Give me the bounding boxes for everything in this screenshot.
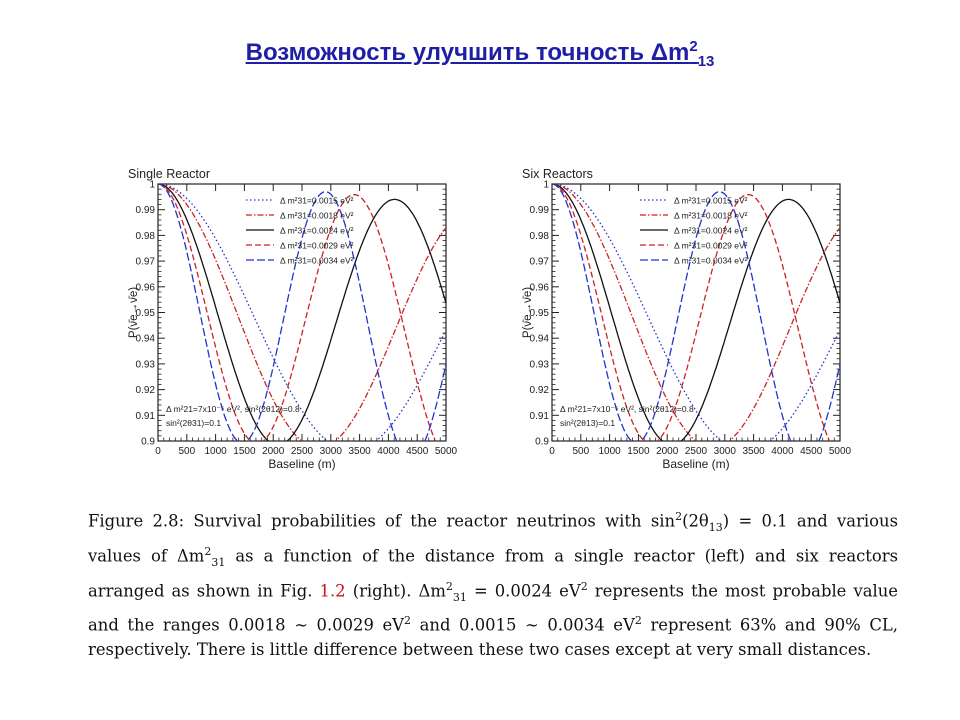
x-axis-label: Baseline (m) xyxy=(268,457,336,471)
x-tick-label: 0 xyxy=(155,446,161,457)
caption-sub: 31 xyxy=(211,555,226,569)
x-tick-label: 3000 xyxy=(713,446,736,457)
caption-sup: 2 xyxy=(404,614,412,628)
caption-text: (right). Δm xyxy=(345,580,446,600)
legend-entry: Δ m²31=0.0018 eV² xyxy=(674,210,748,221)
x-tick-label: 4500 xyxy=(406,446,429,457)
y-tick-label: 0.94 xyxy=(529,333,549,345)
caption-text: = 0.0024 eV xyxy=(466,580,581,600)
y-tick-label: 0.92 xyxy=(135,385,155,397)
caption-text: represents the most probable value and the ranges 0.0018 ∼ 0.0029 eV xyxy=(88,580,898,635)
x-tick-label: 4000 xyxy=(377,446,400,457)
slide-title-text: Возможность улучшить точность Δm xyxy=(245,39,690,66)
x-tick-label: 2500 xyxy=(684,446,708,457)
x-axis-label: Baseline (m) xyxy=(662,457,730,471)
chart-title: Single Reactor xyxy=(128,167,210,181)
legend-entry: Δ m²31=0.0034 eV² xyxy=(280,255,354,266)
caption-sup: 2 xyxy=(580,579,588,593)
x-tick-label: 2000 xyxy=(656,446,679,457)
y-tick-label: 0.93 xyxy=(135,359,155,371)
caption-sup: 2 xyxy=(204,544,212,558)
chart-single-reactor xyxy=(128,160,458,472)
legend-entry: Δ m²31=0.0029 eV² xyxy=(280,240,354,251)
caption-text: as a function of the distance from a single reactor (left) and six reactors arranged as shown in Fig. xyxy=(88,546,898,600)
legend-entry: Δ m²31=0.0024 eV² xyxy=(280,225,354,236)
chart-six-reactors xyxy=(522,160,852,472)
chart-annotation: sin²(2θ31)=0.1 xyxy=(166,418,222,428)
caption-text: Figure 2.8: Survival probabilities of the reactor neutrinos with sin xyxy=(88,511,676,531)
y-tick-label: 0.99 xyxy=(135,205,155,217)
y-tick-label: 0.99 xyxy=(529,205,549,217)
y-tick-label: 0.9 xyxy=(535,436,549,448)
y-tick-label: 0.97 xyxy=(135,256,155,268)
chart-title: Six Reactors xyxy=(522,167,593,181)
y-tick-label: 0.93 xyxy=(529,359,549,371)
x-tick-label: 1000 xyxy=(598,446,621,457)
x-tick-label: 3500 xyxy=(742,446,765,457)
y-tick-label: 1 xyxy=(149,179,155,191)
x-tick-label: 500 xyxy=(572,446,590,457)
caption-sup: 2 xyxy=(445,579,453,593)
y-tick-label: 0.91 xyxy=(135,410,155,422)
x-tick-label: 1500 xyxy=(233,446,256,457)
chart-annotation: Δ m²21=7x10⁻⁵ eV², sin²(2θ12)=0.8 xyxy=(166,404,300,414)
caption-text: represent 63% and 90% CL, respectively. There is little difference between these two cases except at very small distances. xyxy=(88,615,898,659)
x-tick-label: 3500 xyxy=(348,446,371,457)
legend-entry: Δ m²31=0.0024 eV² xyxy=(674,225,748,236)
y-tick-label: 0.94 xyxy=(135,333,155,345)
x-tick-label: 3000 xyxy=(319,446,342,457)
x-tick-label: 2500 xyxy=(290,446,314,457)
x-tick-label: 5000 xyxy=(434,446,458,457)
x-tick-label: 500 xyxy=(178,446,196,457)
caption-sub: 13 xyxy=(708,520,723,534)
caption-text: ) = 0.1 and various values of Δm xyxy=(88,511,898,566)
chart-annotation: Δ m²21=7x10⁻⁵ eV², sin²(2θ12)=0.8 xyxy=(560,404,694,414)
y-tick-label: 0.98 xyxy=(135,230,155,242)
y-tick-label: 0.98 xyxy=(529,230,549,242)
y-tick-label: 0.96 xyxy=(529,282,549,294)
y-tick-label: 0.95 xyxy=(135,308,155,319)
x-tick-label: 1500 xyxy=(627,446,650,457)
x-tick-label: 2000 xyxy=(262,446,285,457)
y-tick-label: 0.95 xyxy=(529,308,549,319)
x-tick-label: 4500 xyxy=(800,446,823,457)
legend-entry: Δ m²31=0.0015 eV² xyxy=(280,195,354,206)
x-tick-label: 4000 xyxy=(771,446,794,457)
y-tick-label: 0.9 xyxy=(141,436,155,448)
x-tick-label: 1000 xyxy=(204,446,227,457)
figure-reference-link[interactable]: 1.2 xyxy=(319,580,346,600)
x-tick-label: 0 xyxy=(549,446,555,457)
legend-entry: Δ m²31=0.0018 eV² xyxy=(280,210,354,221)
slide-title[interactable] xyxy=(0,38,960,70)
legend-entry: Δ m²31=0.0029 eV² xyxy=(674,240,748,251)
caption-sup: 2 xyxy=(634,614,642,628)
y-tick-label: 0.97 xyxy=(529,256,549,268)
caption-sub: 31 xyxy=(452,590,467,604)
y-tick-label: 0.92 xyxy=(529,385,549,397)
figure-caption xyxy=(88,505,898,662)
caption-sup: 2 xyxy=(675,510,683,523)
slide-title-sup: 2 xyxy=(689,38,698,55)
legend-entry: Δ m²31=0.0034 eV² xyxy=(674,255,748,266)
y-tick-label: 0.91 xyxy=(529,410,549,422)
x-tick-label: 5000 xyxy=(828,446,852,457)
y-tick-label: 0.96 xyxy=(135,282,155,294)
y-axis-label: P(ν̄e→ν̄e) xyxy=(128,286,140,339)
y-tick-label: 1 xyxy=(543,179,549,191)
slide-title-sub: 13 xyxy=(697,52,715,70)
y-axis-label: P(ν̄e→ν̄e) xyxy=(522,286,534,339)
chart-annotation: sin²(2θ13)=0.1 xyxy=(560,418,616,428)
caption-text: and 0.0015 ∼ 0.0034 eV xyxy=(411,615,635,635)
legend-entry: Δ m²31=0.0015 eV² xyxy=(674,195,748,206)
caption-text: (2θ xyxy=(682,511,709,531)
